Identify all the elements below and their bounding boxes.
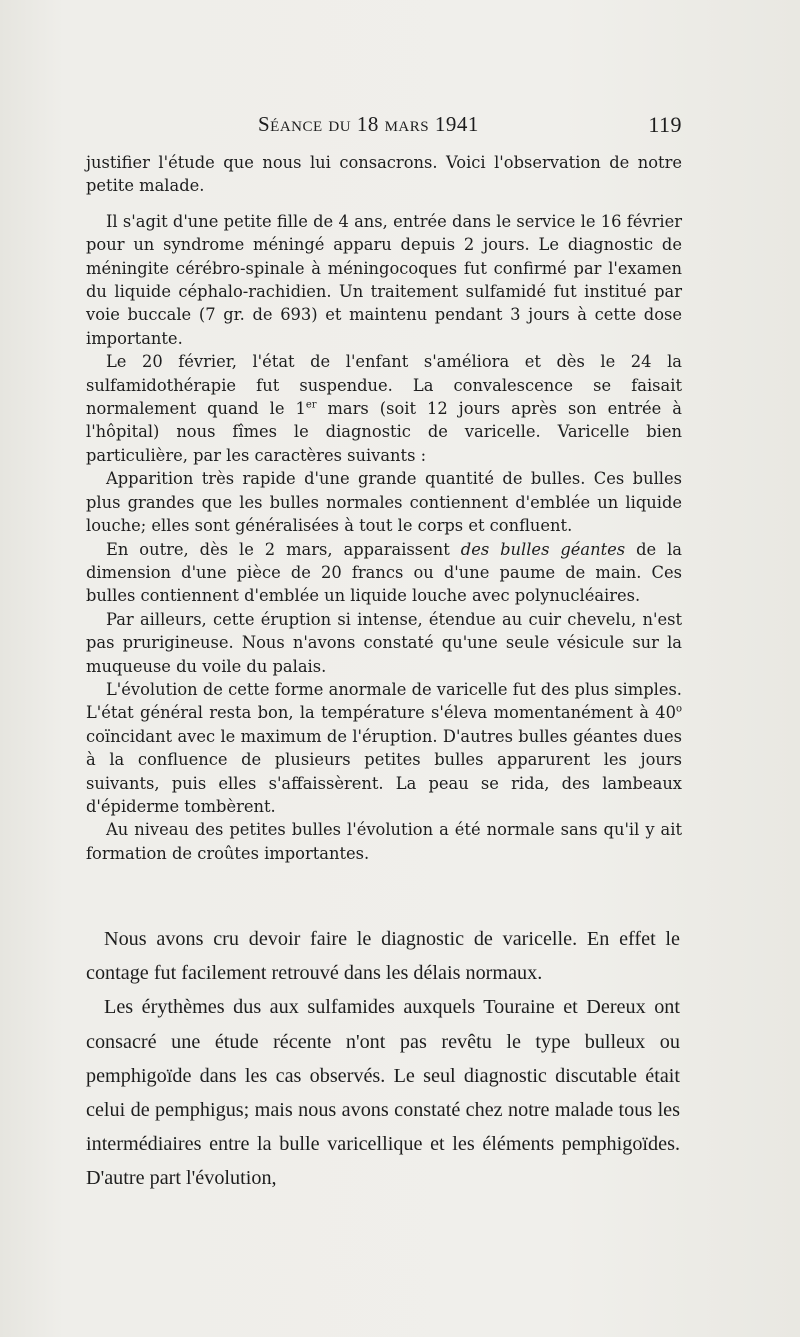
- paragraph-evolution-2: [86, 678, 682, 818]
- page-header: [258, 110, 686, 140]
- text-run: coïncidant avec le maximum de l'éruption. D'autres bulles géantes dues à la confluence de plusieurs petites bulles apparurent les jours suivants, puis elles s'affaissèrent. La peau se rida, des lambeaux d'épiderme tombèrent.: [86, 726, 682, 816]
- text-run: Le 20 février, l'état de l'enfant s'améliora et dès le 24 la sulfamidothérapie fut suspendue. La convalescence se faisait normalement quand le 1: [86, 352, 682, 419]
- paragraph-eruption: Par ailleurs, cette éruption si intense, étendue au cuir chevelu, n'est pas prurigineuse. Nous n'avons constaté qu'une seule vésicule sur la muqueuse du voile du palais.: [86, 609, 682, 676]
- paragraph-case: Il s'agit d'une petite fille de 4 ans, entrée dans le service le 16 février pour un syndrome méningé apparu depuis 2 jours. Le diagnostic de méningite cérébro-spinale à méningocoques fut confirmé par l'examen du liquide céphalo-rachidien. Un traitement sulfamidé fut institué par voie buccale (7 gr. de 693) et maintenu pendant 3 jours à cette dose importante.: [86, 211, 682, 348]
- text-run: de la dimension d'une pièce de 20 francs ou d'une paume de main. Ces bulles contiennent d'emblée un liquide louche avec polynucléaires.: [86, 539, 683, 606]
- text-run: mars (soit 12 jours après son entrée à l'hôpital) nous fîmes le diagnostic de varicelle. Varicelle bien particulière, par les caractères suivants :: [86, 399, 682, 465]
- discussion-text: [86, 922, 680, 1196]
- text-run: En outre, dès le 2 mars, apparaissent: [106, 539, 461, 559]
- running-title: Séance du 18 mars 1941: [258, 112, 479, 136]
- paragraph-erythemes: Les érythèmes dus aux sulfamides auxquels Touraine et Dereux ont consacré une étude récente n'ont pas revêtu le type bulleux ou pemphigoïde dans les cas observés. Le seul diagnostic discutable était celui de pemphigus; mais nous avons constaté chez notre malade tous les intermédiaires entre la bulle varicellique et les éléments pemphigoïdes. D'autre part l'évolution,: [86, 996, 680, 1190]
- paragraph-bulles: Apparition très rapide d'une grande quantité de bulles. Ces bulles plus grandes que les bulles normales contiennent d'emblée un liquide louche; elles sont généralisées à tout le corps et confluent.: [86, 469, 682, 536]
- degree-sign: o: [675, 703, 682, 715]
- paragraph-diagnostic: Nous avons cru devoir faire le diagnostic de varicelle. En effet le contage fut facilement retrouvé dans les délais normaux.: [86, 928, 680, 985]
- paragraph-gap: [86, 198, 682, 210]
- page-number: 119: [648, 112, 682, 137]
- paragraph-petites-bulles: Au niveau des petites bulles l'évolution a été normale sans qu'il y ait formation de croûtes importantes.: [86, 820, 682, 863]
- observation-text: [86, 151, 682, 865]
- paragraph-bulles-geantes: [86, 538, 682, 608]
- paragraph-intro: justifier l'étude que nous lui consacrons. Voici l'observation de notre petite malade.: [86, 153, 682, 196]
- paragraph-evolution-1: [86, 350, 682, 467]
- text-run: L'évolution de cette forme anormale de varicelle fut des plus simples. L'état général resta bon, la température s'éleva momentanément à 40: [86, 679, 682, 723]
- superscript-er: er: [305, 399, 317, 411]
- italic-term: des bulles géantes: [460, 539, 626, 559]
